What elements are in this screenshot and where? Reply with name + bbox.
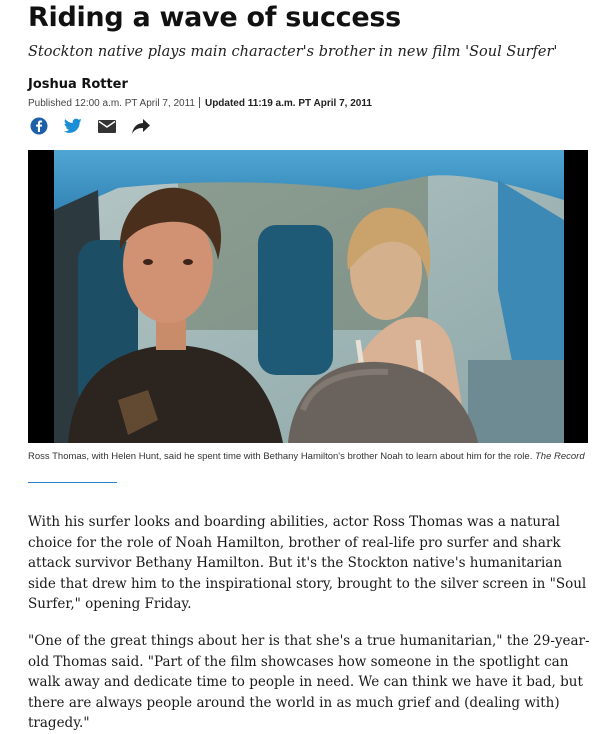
updated-date: Updated 11:19 a.m. PT April 7, 2011	[204, 98, 372, 109]
published-date: Published 12:00 a.m. PT April 7, 2011	[28, 98, 195, 109]
photo-caption	[28, 451, 588, 463]
body-paragraph-1: With his surfer looks and boarding abilities, actor Ross Thomas was a natural choice for the role of Noah Hamilton, brother of real-life pro surfer and shark attack survivor Bethany Hamilton. But it's the Stockton native's humanitarian side that drew him to the inspirational story, brought to the silver screen in "Soul Surfer," opening Friday.	[28, 514, 587, 612]
subheadline: Stockton native plays main character's brother in new film 'Soul Surfer'	[28, 44, 558, 60]
dateline	[28, 97, 372, 109]
author-byline[interactable]: Joshua Rotter	[28, 77, 128, 92]
share-arrow-icon[interactable]	[130, 116, 152, 136]
headline: Riding a wave of success	[28, 2, 401, 33]
caption-divider	[28, 482, 117, 483]
article-photo[interactable]	[28, 150, 588, 443]
caption-text: Ross Thomas, with Helen Hunt, said he spent time with Bethany Hamilton's brother Noah to learn about him for the role.	[28, 451, 533, 462]
twitter-icon[interactable]	[62, 116, 84, 136]
facebook-icon[interactable]	[28, 116, 50, 136]
photo-scene	[28, 150, 588, 443]
date-separator	[199, 97, 200, 108]
body-paragraph-2: "One of the great things about her is that she's a true humanitarian," the 29-year-old Thomas said. "Part of the film showcases how someone in the spotlight can walk away and dedicate time to people in need. We can think we have it bad, but there are always people around the world in as much grief and (dealing with) tragedy."	[28, 633, 590, 731]
share-bar	[28, 116, 152, 136]
photo-credit: The Record	[534, 451, 585, 462]
email-icon[interactable]	[96, 116, 118, 136]
